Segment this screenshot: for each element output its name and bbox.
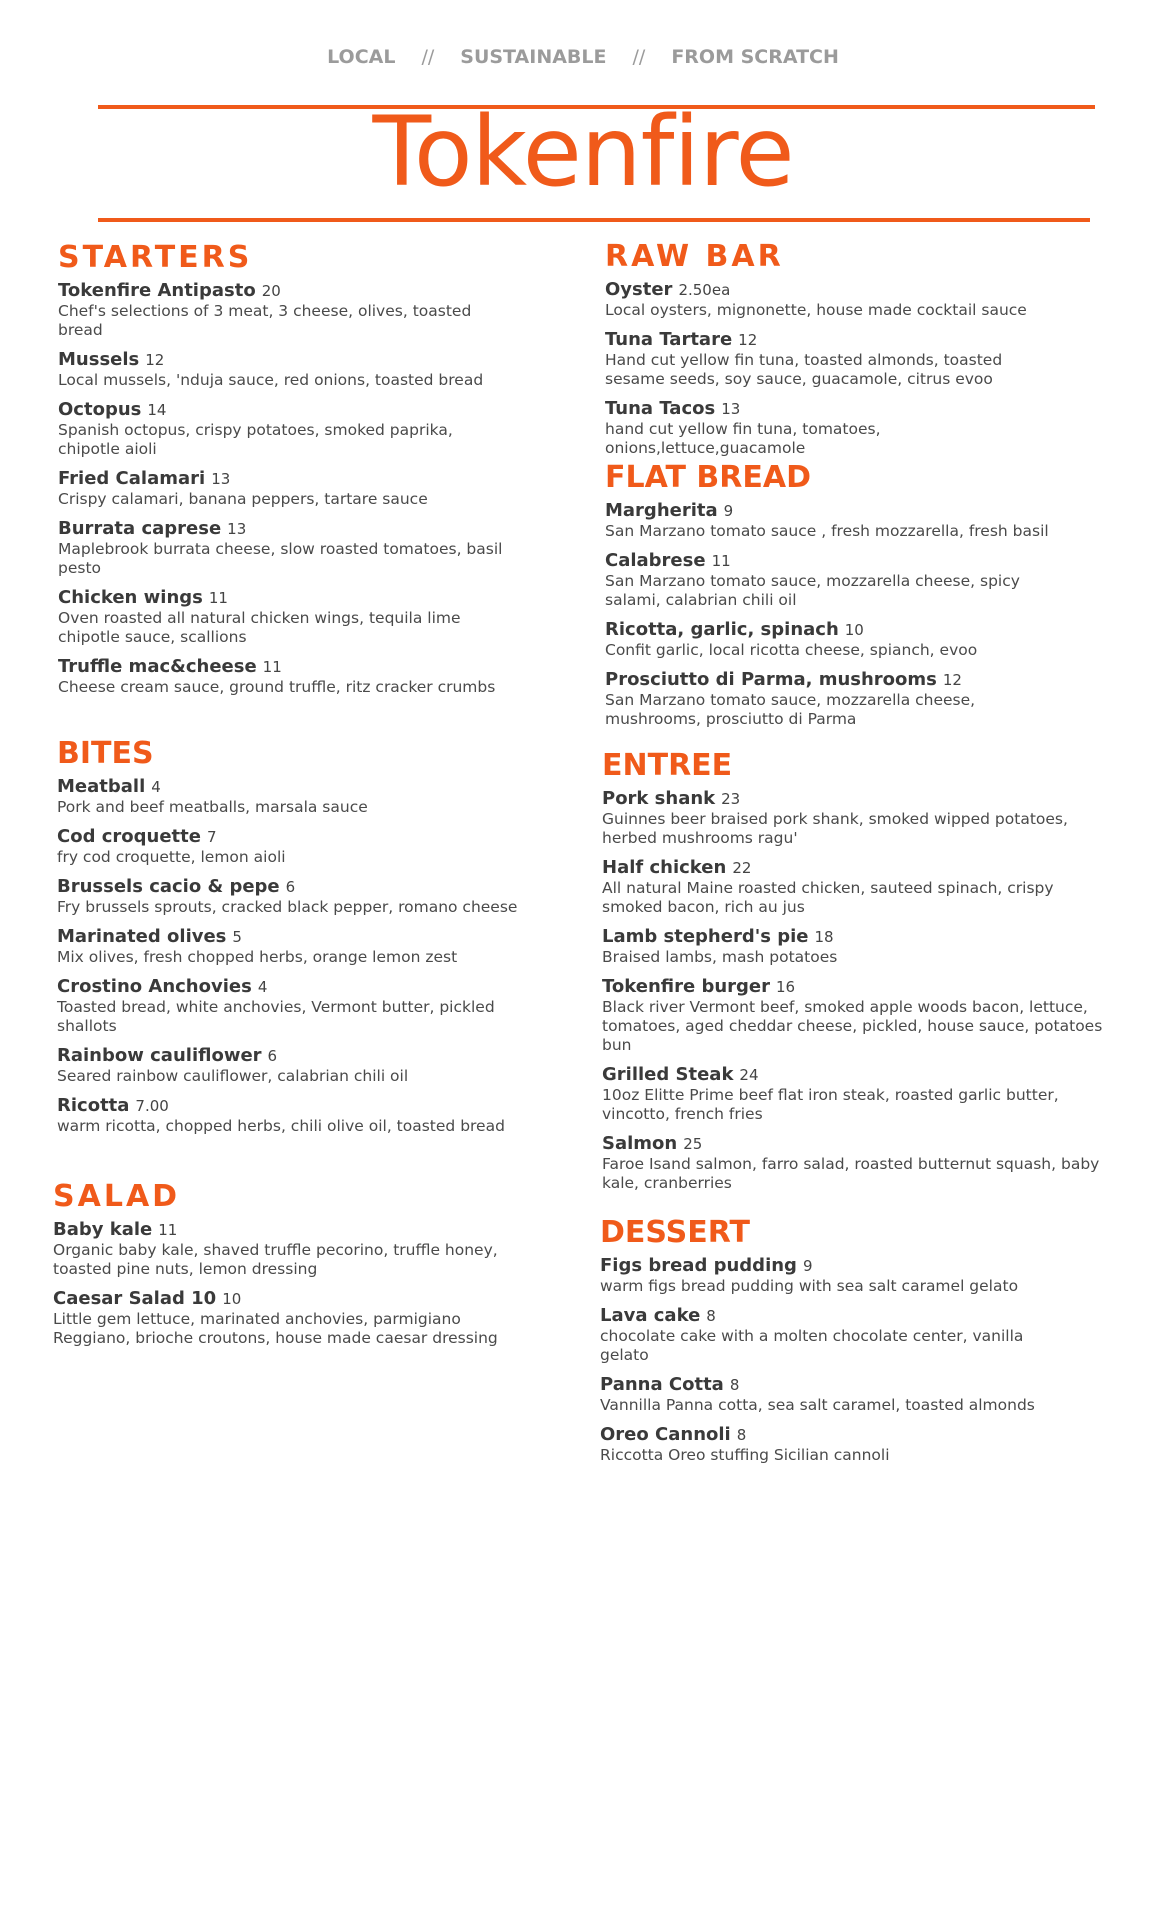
menu-item [602,857,1112,917]
menu-item-name: Brussels cacio & pepe [57,876,280,897]
menu-item [53,1288,523,1348]
menu-item-header [57,776,527,798]
menu-item-name: Half chicken [602,857,727,878]
menu-item-price: 11 [262,658,282,676]
menu-item-header [57,826,527,848]
menu-item-header [602,1064,1112,1086]
menu-item-description: Oven roasted all natural chicken wings, tequila lime chipotle sauce, scallions [58,609,461,646]
menu-item-price: 12 [738,331,758,349]
menu-item-description: San Marzano tomato sauce, mozzarella cheese, mushrooms, prosciutto di Parma [605,691,976,728]
menu-item-header [602,857,1112,879]
menu-item-header [605,669,1075,691]
menu-item-header [58,587,518,609]
menu-item-price: 9 [723,502,734,520]
menu-item [605,279,1045,320]
menu-item-description: Little gem lettuce, marinated anchovies, parmigiano Reggiano, brioche croutons, house made caesar dressing [53,1310,498,1347]
menu-item-header [58,399,518,421]
menu-item-price: 12 [145,351,165,369]
menu-item [602,1064,1112,1124]
menu-item-price: 11 [711,552,731,570]
section-flat-bread [605,460,1075,738]
menu-item-header [53,1219,523,1241]
menu-item [57,876,527,917]
menu-item-name: Tuna Tartare [605,329,733,350]
menu-item-description: San Marzano tomato sauce, mozzarella cheese, spicy salami, calabrian chili oil [605,572,1020,609]
menu-item-name: Burrata caprese [58,518,222,539]
menu-item-name: Salmon [602,1133,678,1154]
menu-item-name: Chicken wings [58,587,203,608]
menu-item-price: 4 [151,778,161,796]
menu-item-price: 13 [211,470,231,488]
menu-item-price: 18 [814,928,834,946]
menu-item-header [58,468,518,490]
menu-item [58,587,518,647]
menu-item-header [57,1095,527,1117]
menu-item [58,280,518,340]
menu-item-price: 8 [706,1307,716,1325]
menu-item-header [605,619,1075,641]
menu-item-name: Figs bread pudding [600,1255,797,1276]
menu-item-header [600,1305,1070,1327]
menu-item-description: Cheese cream sauce, ground truffle, ritz cracker crumbs [58,678,496,696]
menu-item [58,349,518,390]
menu-item-price: 5 [232,928,242,946]
section-raw-bar [605,239,1045,467]
menu-item-header [58,518,518,540]
menu-item-price: 11 [208,589,228,607]
tagline-separator: // [632,46,646,68]
menu-item-name: Baby kale [53,1219,153,1240]
menu-item-name: Truffle mac&cheese [58,656,257,677]
menu-item-description: Black river Vermont beef, smoked apple woods bacon, lettuce, tomatoes, aged cheddar cheese, pickled, house sauce, potatoes bun [602,998,1103,1054]
menu-item-description: All natural Maine roasted chicken, sauteed spinach, crispy smoked bacon, rich au jus [602,879,1054,916]
menu-item-header [58,280,518,302]
section-salad [53,1179,523,1357]
menu-item-name: Tuna Tacos [605,398,716,419]
menu-item [57,826,527,867]
menu-item-header [58,656,518,678]
section-title: RAW BAR [605,239,784,274]
menu-item-price: 8 [729,1376,740,1394]
menu-item-header [600,1424,1070,1446]
menu-item-header [605,279,1045,301]
menu-item-header [605,329,1045,351]
menu-item-description: Local oysters, mignonette, house made cocktail sauce [605,301,1027,319]
menu-item-price: 8 [736,1426,747,1444]
menu-item-header [600,1374,1070,1396]
menu-item [605,550,1075,610]
menu-item-price: 7 [206,828,217,846]
menu-item-description: chocolate cake with a molten chocolate center, vanilla gelato [600,1327,1024,1364]
section-bites [57,736,527,1145]
menu-item-description: Vannilla Panna cotta, sea salt caramel, toasted almonds [600,1396,1035,1414]
menu-item-name: Pork shank [602,788,716,809]
menu-item-description: 10oz Elitte Prime beef flat iron steak, roasted garlic butter, vincotto, french fries [602,1086,1059,1123]
menu-item-header [605,550,1075,572]
brand-title: Tokenfire [372,96,794,208]
menu-item-description: Organic baby kale, shaved truffle pecorino, truffle honey, toasted pine nuts, lemon dressing [53,1241,498,1278]
menu-item-header [605,500,1075,522]
menu-item-header [57,926,527,948]
menu-item-header [602,976,1112,998]
menu-item-name: Oreo Cannoli [600,1424,731,1445]
bottom-divider [98,218,1090,222]
menu-item-name: Margherita [605,500,718,521]
menu-item [602,1133,1112,1193]
menu-item-header [53,1288,523,1310]
menu-item-name: Grilled Steak [602,1064,734,1085]
menu-item-name: Ricotta, garlic, spinach [605,619,839,640]
section-starters [58,240,518,706]
menu-item-price: 12 [942,671,962,689]
menu-item-name: Panna Cotta [600,1374,724,1395]
menu-item [57,976,527,1036]
item-list [57,776,527,1136]
section-dessert [600,1215,1070,1474]
menu-item-header [602,926,1112,948]
menu-item-name: Rainbow cauliflower [57,1045,262,1066]
menu-item-name: Caesar Salad 10 [53,1288,217,1309]
menu-item-description: Pork and beef meatballs, marsala sauce [57,798,368,816]
menu-item-price: 25 [683,1135,703,1153]
menu-item-price: 14 [147,401,167,419]
menu-item-header [605,398,1045,420]
menu-item-description: Mix olives, fresh chopped herbs, orange lemon zest [57,948,458,966]
menu-item-description: Local mussels, 'nduja sauce, red onions, toasted bread [58,371,484,389]
menu-item-price: 10 [844,621,864,639]
menu-item-name: Lava cake [600,1305,701,1326]
menu-item-price: 13 [227,520,247,538]
menu-item-name: Fried Calamari [58,468,206,489]
menu-item-price: 20 [261,282,281,300]
menu-item-header [57,1045,527,1067]
menu-item-price: 23 [721,790,741,808]
menu-item-name: Tokenfire burger [602,976,771,997]
menu-item-header [57,976,527,998]
tagline-sustainable: SUSTAINABLE [460,46,607,68]
menu-item [605,669,1075,729]
item-list [602,788,1112,1193]
section-title: STARTERS [58,240,253,275]
menu-item-name: Cod croquette [57,826,201,847]
item-list [605,500,1075,729]
menu-item-name: Mussels [58,349,140,370]
menu-item [605,619,1075,660]
menu-item-name: Oyster [605,279,673,300]
menu-item-price: 9 [802,1257,813,1275]
menu-item-description: Maplebrook burrata cheese, slow roasted tomatoes, basil pesto [58,540,503,577]
menu-item-description: fry cod croquette, lemon aioli [57,848,286,866]
menu-item-description: Toasted bread, white anchovies, Vermont butter, pickled shallots [57,998,495,1035]
menu-item-description: Chef's selections of 3 meat, 3 cheese, olives, toasted bread [58,302,472,339]
menu-item [57,926,527,967]
menu-item [605,329,1045,389]
menu-item-description: Confit garlic, local ricotta cheese, spianch, evoo [605,641,978,659]
menu-item-description: Guinnes beer braised pork shank, smoked wipped potatoes, herbed mushrooms ragu' [602,810,1068,847]
menu-item-name: Ricotta [57,1095,130,1116]
menu-item-description: Crispy calamari, banana peppers, tartare sauce [58,490,428,508]
menu-item-name: Marinated olives [57,926,227,947]
menu-item [58,656,518,697]
tagline-local: LOCAL [327,46,396,68]
item-list [58,280,518,697]
menu-item-name: Meatball [57,776,146,797]
menu-item-description: Seared rainbow cauliflower, calabrian chili oil [57,1067,409,1085]
tagline [0,46,1166,68]
item-list [600,1255,1070,1465]
section-title: DESSERT [600,1215,750,1250]
menu-item-description: Braised lambs, mash potatoes [602,948,838,966]
menu-item [605,398,1045,458]
menu-item-description: Spanish octopus, crispy potatoes, smoked paprika, chipotle aioli [58,421,453,458]
menu-item-description: Riccotta Oreo stuffing Sicilian cannoli [600,1446,890,1464]
menu-item-description: Faroe Isand salmon, farro salad, roasted butternut squash, baby kale, cranberries [602,1155,1100,1192]
menu-item [57,776,527,817]
menu-item-name: Crostino Anchovies [57,976,252,997]
menu-item-name: Octopus [58,399,142,420]
section-entree [602,748,1112,1202]
menu-item-header [58,349,518,371]
menu-item-name: Calabrese [605,550,706,571]
section-title: ENTREE [602,748,733,783]
menu-item [600,1374,1070,1415]
section-title: BITES [57,736,154,771]
menu-item [58,468,518,509]
menu-item [57,1045,527,1086]
menu-item-header [57,876,527,898]
menu-item-description: warm figs bread pudding with sea salt caramel gelato [600,1277,1019,1295]
menu-item-price: 6 [285,878,296,896]
menu-item [602,788,1112,848]
menu-item-header [602,788,1112,810]
section-title: FLAT BREAD [605,460,811,495]
menu-item-description: hand cut yellow fin tuna, tomatoes, onions,lettuce,guacamole [605,420,881,457]
menu-item-name: Tokenfire Antipasto [58,280,256,301]
menu-item [602,976,1112,1055]
menu-item-price: 4 [257,978,268,996]
menu-item-price: 2.50ea [678,281,731,299]
menu-item [600,1255,1070,1296]
menu-item-description: Hand cut yellow fin tuna, toasted almonds, toasted sesame seeds, soy sauce, guacamole, citrus evoo [605,351,1003,388]
tagline-separator: // [421,46,435,68]
menu-item-header [600,1255,1070,1277]
item-list [53,1219,523,1348]
menu-item-price: 13 [721,400,741,418]
menu-item-name: Prosciutto di Parma, mushrooms [605,669,937,690]
tagline-from-scratch: FROM SCRATCH [671,46,839,68]
menu-item-price: 11 [158,1221,178,1239]
menu-item [58,399,518,459]
menu-item [57,1095,527,1136]
menu-item-description: Fry brussels sprouts, cracked black pepper, romano cheese [57,898,518,916]
menu-item-header [602,1133,1112,1155]
menu-item-description: warm ricotta, chopped herbs, chili olive oil, toasted bread [57,1117,505,1135]
section-title: SALAD [53,1179,181,1214]
menu-item [600,1305,1070,1365]
menu-item [600,1424,1070,1465]
menu-item-price: 22 [732,859,752,877]
menu-item [58,518,518,578]
menu-item [605,500,1075,541]
menu-item-price: 6 [267,1047,278,1065]
menu-item-price: 16 [776,978,796,996]
item-list [605,279,1045,458]
menu-item-price: 10 [222,1290,242,1308]
menu-item-price: 7.00 [135,1097,169,1115]
menu-item [53,1219,523,1279]
menu-item-description: San Marzano tomato sauce , fresh mozzarella, fresh basil [605,522,1049,540]
menu-item-name: Lamb stepherd's pie [602,926,809,947]
menu-item [602,926,1112,967]
menu-item-price: 24 [739,1066,759,1084]
